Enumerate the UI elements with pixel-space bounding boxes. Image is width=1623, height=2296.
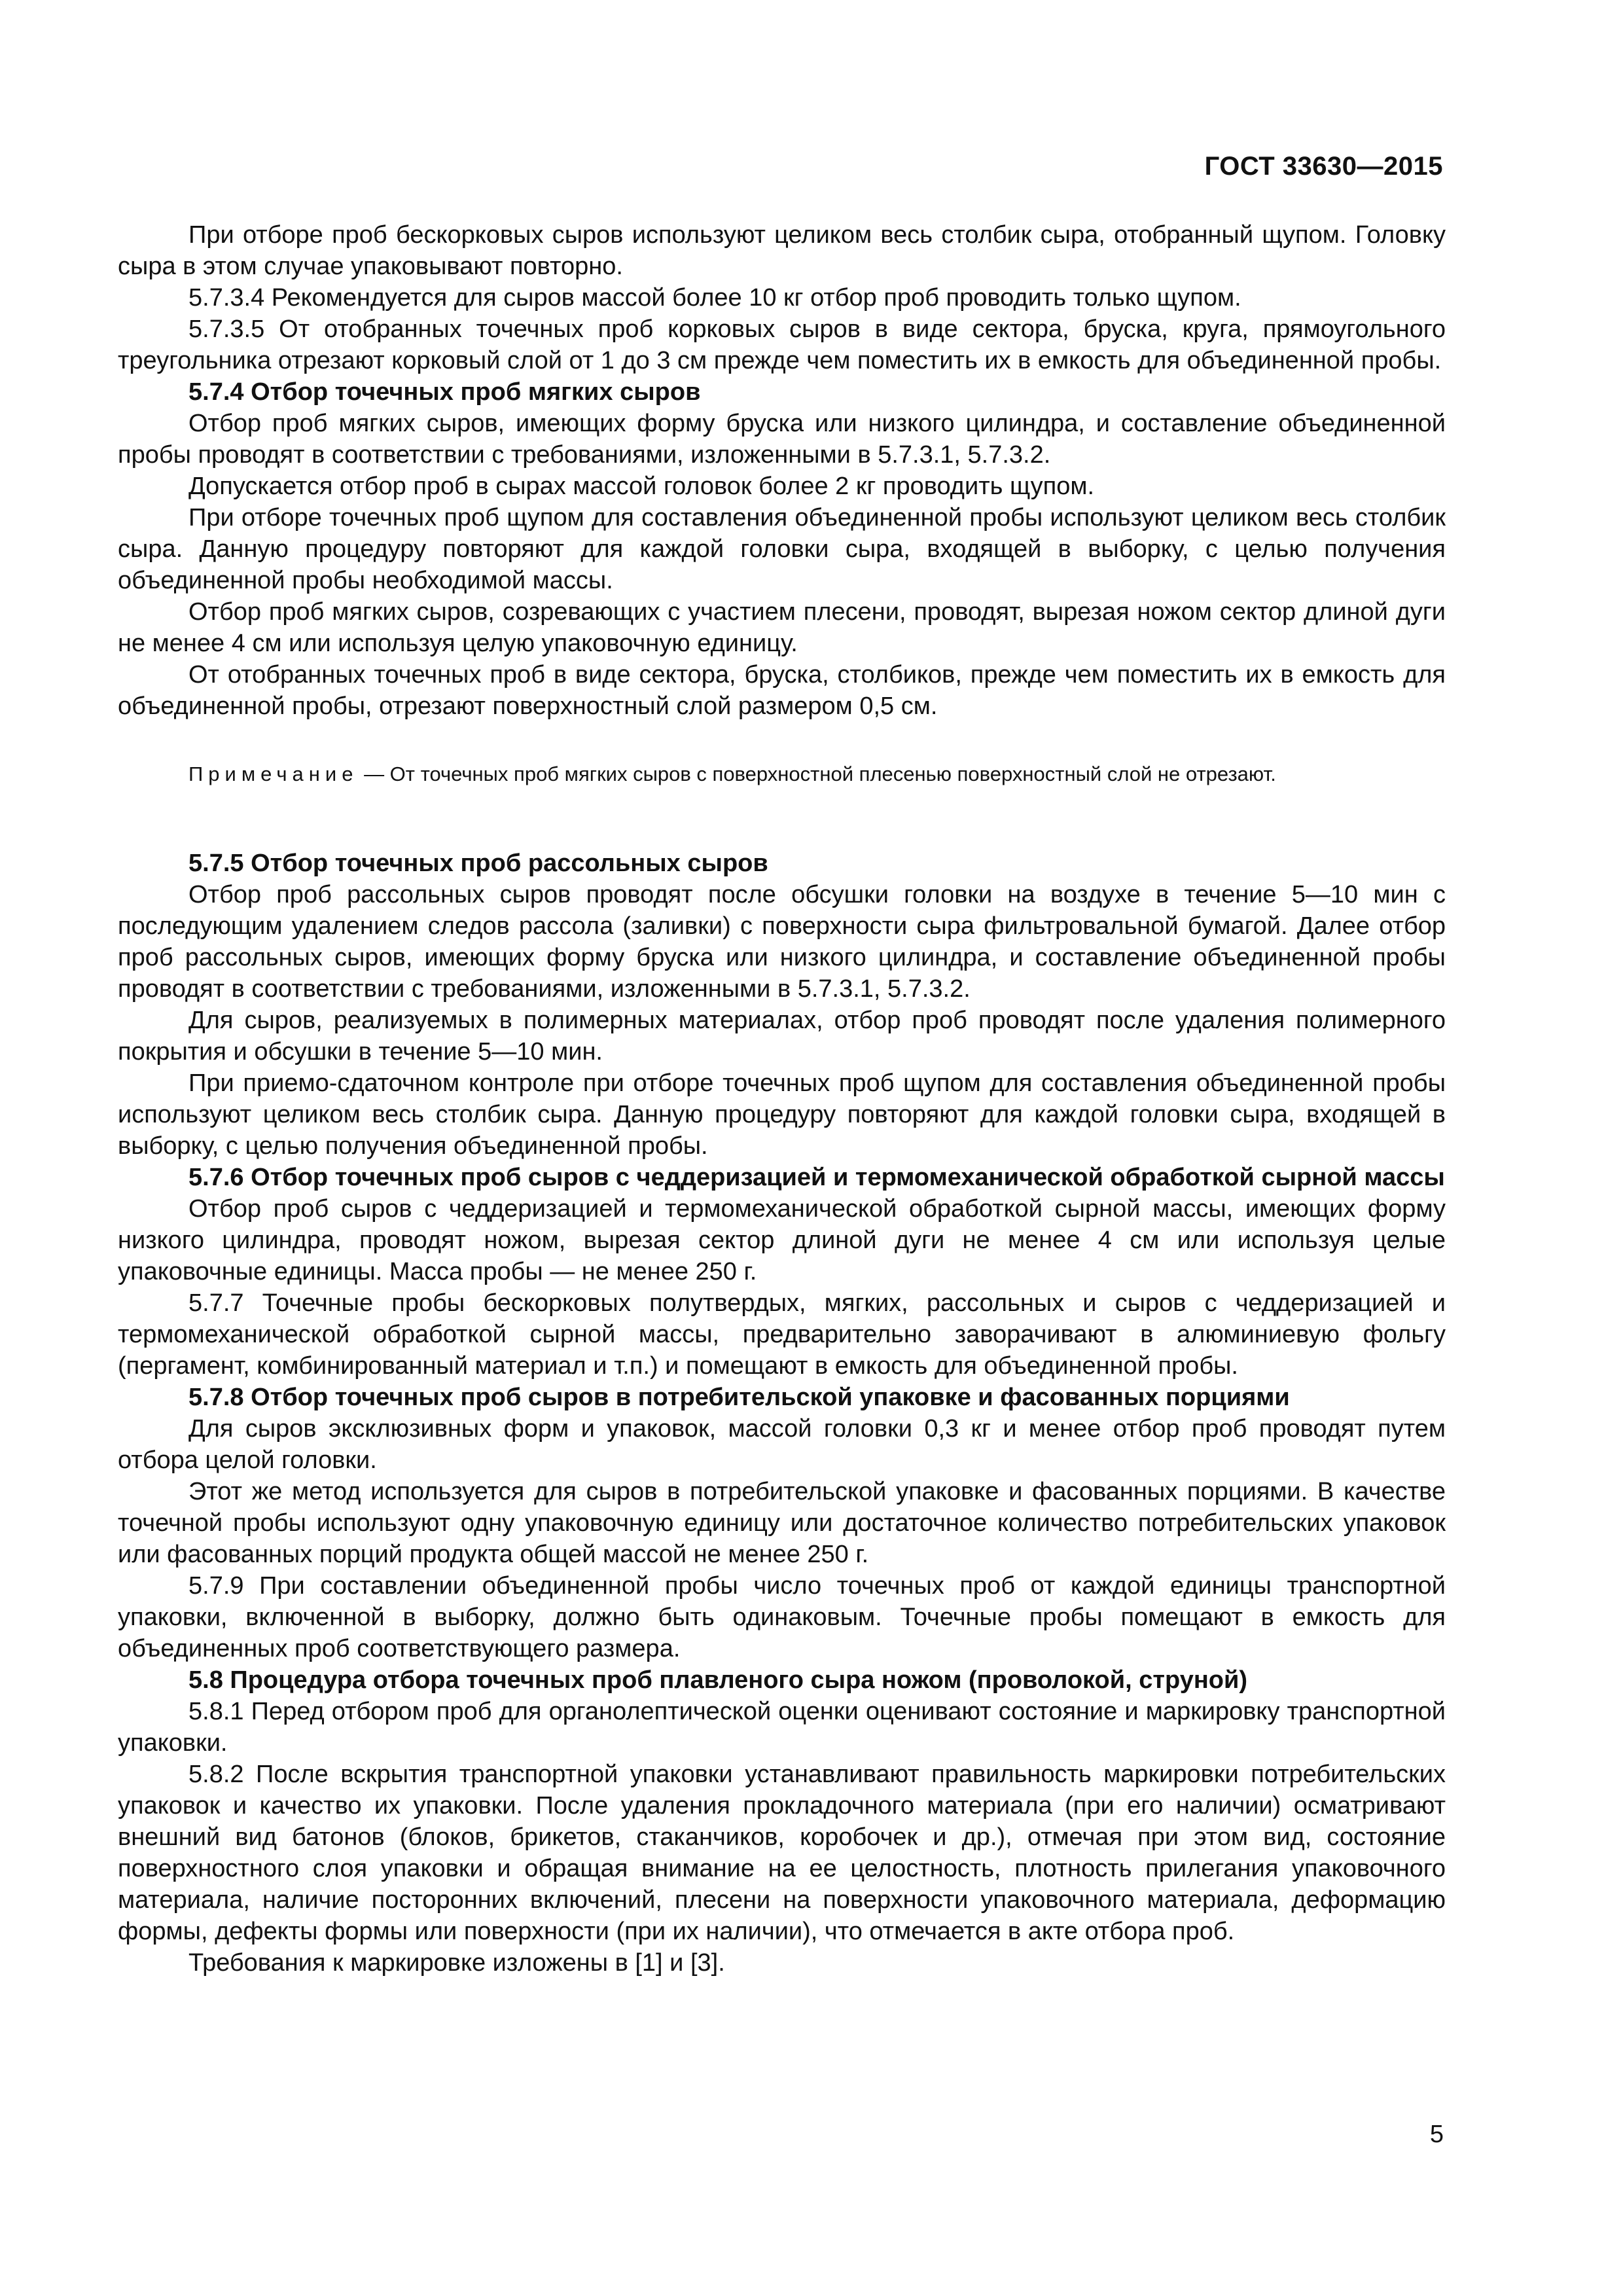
paragraph: 5.8.2 После вскрытия транспортной упаковки устанавливают правильность маркировки потребительских упаковок и качество их упаковки. После удаления прокладочного материала (при его наличии) осматривают внешний вид батонов (блоков, брикетов, стаканчиков, коробочек и др.), отмечая при этом вид, состояние поверхностного слоя упаковки и обращая внимание на ее целостность, плотность прилегания упаковочного материала, наличие посторонних включений, плесени на поверхности упаковочного материала, деформацию формы, дефекты формы или поверхности (при их наличии), что отмечается в акте отбора проб. (118, 1761, 1446, 1945)
paragraph: Требования к маркировке изложены в [1] и [3]. (188, 1949, 725, 1977)
note-text: — От точечных проб мягких сыров с поверхностной плесенью поверхностный слой не отрезают. (364, 762, 1276, 785)
paragraph: При отборе точечных проб щупом для составления объединенной пробы используют целиком весь столбик сыра. Данную процедуру повторяют для каждой головки сыра, входящей в выборку, с целью получения объединенной пробы необходимой массы. (118, 504, 1446, 594)
paragraph: 5.7.9 При составлении объединенной пробы число точечных проб от каждой единицы транспортной упаковки, включенной в выборку, должно быть одинаковым. Точечные пробы помещают в емкость для объединенных проб соответствующего размера. (118, 1572, 1446, 1662)
paragraph: Этот же метод используется для сыров в потребительской упаковке и фасованных порциями. В качестве точечной пробы используют одну упаковочную единицу или достаточное количество потребительских упаковок или фасованных порций продукта общей массой не менее 250 г. (118, 1478, 1446, 1568)
section-heading: 5.8 Процедура отбора точечных проб плавленого сыра ножом (проволокой, струной) (188, 1666, 1248, 1694)
section-heading: 5.7.8 Отбор точечных проб сыров в потребительской упаковке и фасованных порциями (188, 1384, 1290, 1411)
document-number-header: ГОСТ 33630—2015 (1204, 152, 1443, 181)
paragraph: 5.7.7 Точечные пробы бескорковых полутвердых, мягких, рассольных и сыров с чеддеризацией и термомеханической обработкой сырной массы, предварительно заворачивают в алюминиевую фольгу (пергамент, комбинированный материал и т.п.) и помещают в емкость для объединенной пробы. (118, 1289, 1446, 1380)
paragraph: Отбор проб мягких сыров, созревающих с участием плесени, проводят, вырезая ножом сектор длиной дуги не менее 4 см или используя целую упаковочную единицу. (118, 598, 1446, 657)
paragraph: При приемо-сдаточном контроле при отборе точечных проб щупом для составления объединенной пробы используют целиком весь столбик сыра. Данную процедуру повторяют для каждой головки сыра, входящей в выборку, с целью получения объединенной пробы. (118, 1069, 1446, 1160)
paragraph: При отборе проб бескорковых сыров используют целиком весь столбик сыра, отобранный щупом. Головку сыра в этом случае упаковывают повторно. (118, 221, 1446, 280)
paragraph: 5.7.3.4 Рекомендуется для сыров массой более 10 кг отбор проб проводить только щупом. (188, 284, 1241, 312)
note-label: Примечание (188, 762, 359, 785)
paragraph: Отбор проб сыров с чеддеризацией и термомеханической обработкой сырной массы, имеющих форму низкого цилиндра, проводят ножом, вырезая сектор длиной дуги не менее 4 см или используя целые упаковочные единицы. Масса пробы — не менее 250 г. (118, 1195, 1446, 1285)
section-heading: 5.7.5 Отбор точечных проб рассольных сыров (188, 850, 768, 877)
paragraph: Отбор проб мягких сыров, имеющих форму бруска или низкого цилиндра, и составление объединенной пробы проводят в соответствии с требованиями, изложенными в 5.7.3.1, 5.7.3.2. (118, 410, 1446, 469)
paragraph: Отбор проб рассольных сыров проводят после обсушки головки на воздухе в течение 5—10 мин с последующим удалением следов рассола (заливки) с поверхности сыра фильтровальной бумагой. Далее отбор проб рассольных сыров, имеющих форму бруска или низкого цилиндра, и составление объединенной пробы проводят в соответствии с требованиями, изложенными в 5.7.3.1, 5.7.3.2. (118, 881, 1446, 1003)
section-heading: 5.7.6 Отбор точечных проб сыров с чеддеризацией и термомеханической обработкой сырной массы (188, 1164, 1445, 1191)
paragraph: Для сыров, реализуемых в полимерных материалах, отбор проб проводят после удаления полимерного покрытия и обсушки в течение 5—10 мин. (118, 1007, 1446, 1066)
section-heading: 5.7.4 Отбор точечных проб мягких сыров (188, 378, 701, 406)
paragraph: Допускается отбор проб в сырах массой головок более 2 кг проводить щупом. (188, 473, 1095, 500)
paragraph: От отобранных точечных проб в виде сектора, бруска, столбиков, прежде чем поместить их в емкость для объединенной пробы, отрезают поверхностный слой размером 0,5 см. (118, 661, 1446, 720)
paragraph: Для сыров эксклюзивных форм и упаковок, массой головки 0,3 кг и менее отбор проб проводят путем отбора целой головки. (118, 1415, 1446, 1474)
note (118, 761, 1446, 787)
paragraph: 5.7.3.5 От отобранных точечных проб корковых сыров в виде сектора, бруска, круга, прямоугольного треугольника отрезают корковый слой от 1 до 3 см прежде чем поместить их в емкость для объединенной пробы. (118, 315, 1446, 374)
paragraph: 5.8.1 Перед отбором проб для органолептической оценки оценивают состояние и маркировку транспортной упаковки. (118, 1698, 1446, 1757)
page-number: 5 (1429, 2121, 1444, 2148)
page-body (118, 219, 1446, 1979)
